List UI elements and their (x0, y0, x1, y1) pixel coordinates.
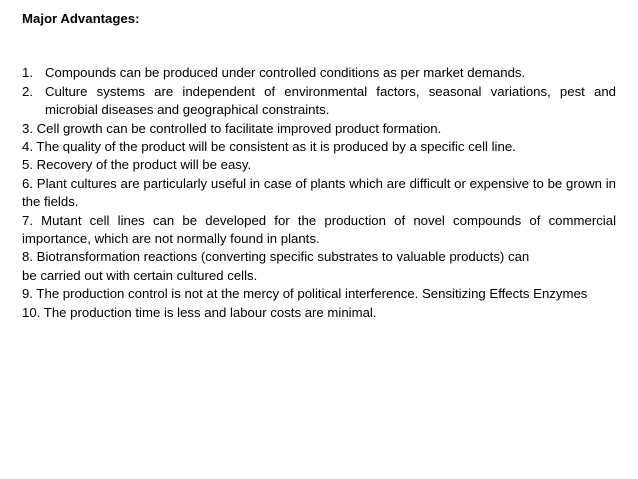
list-item-3: 3. Cell growth can be controlled to facilitate improved product formation. (22, 120, 442, 136)
list-item-text: Culture systems are independent of environmental factors, seasonal variations, pest and microbial diseases and geographical constraints. (45, 83, 616, 118)
slide-content (22, 10, 616, 322)
list-item-1 (22, 64, 616, 82)
list-item-9: 9. The production control is not at the mercy of political interference. Sensitizing Effects Enzymes (22, 286, 588, 302)
list-item-8: 8. Biotransformation reactions (converting specific substrates to valuable products) can (22, 249, 530, 265)
list-item-number: 1. (22, 65, 33, 81)
list-item-6: 6. Plant cultures are particularly useful in case of plants which are difficult or expensive to be grown in the fields. (22, 175, 616, 210)
list-item-4: 4. The quality of the product will be consistent as it is produced by a specific cell line. (22, 139, 516, 155)
list-item-5: 5. Recovery of the product will be easy. (22, 157, 252, 173)
list-item-8-continued: be carried out with certain cultured cells. (22, 267, 258, 283)
slide-heading: Major Advantages: (22, 11, 140, 26)
list-item-2 (22, 83, 616, 120)
list-item-10: 10. The production time is less and labour costs are minimal. (22, 304, 377, 320)
list-item-7: 7. Mutant cell lines can be developed for the production of novel compounds of commercial importance, which are not normally found in plants. (22, 212, 616, 247)
list-item-text: Compounds can be produced under controlled conditions as per market demands. (45, 65, 526, 81)
list-item-number: 2. (22, 83, 33, 99)
